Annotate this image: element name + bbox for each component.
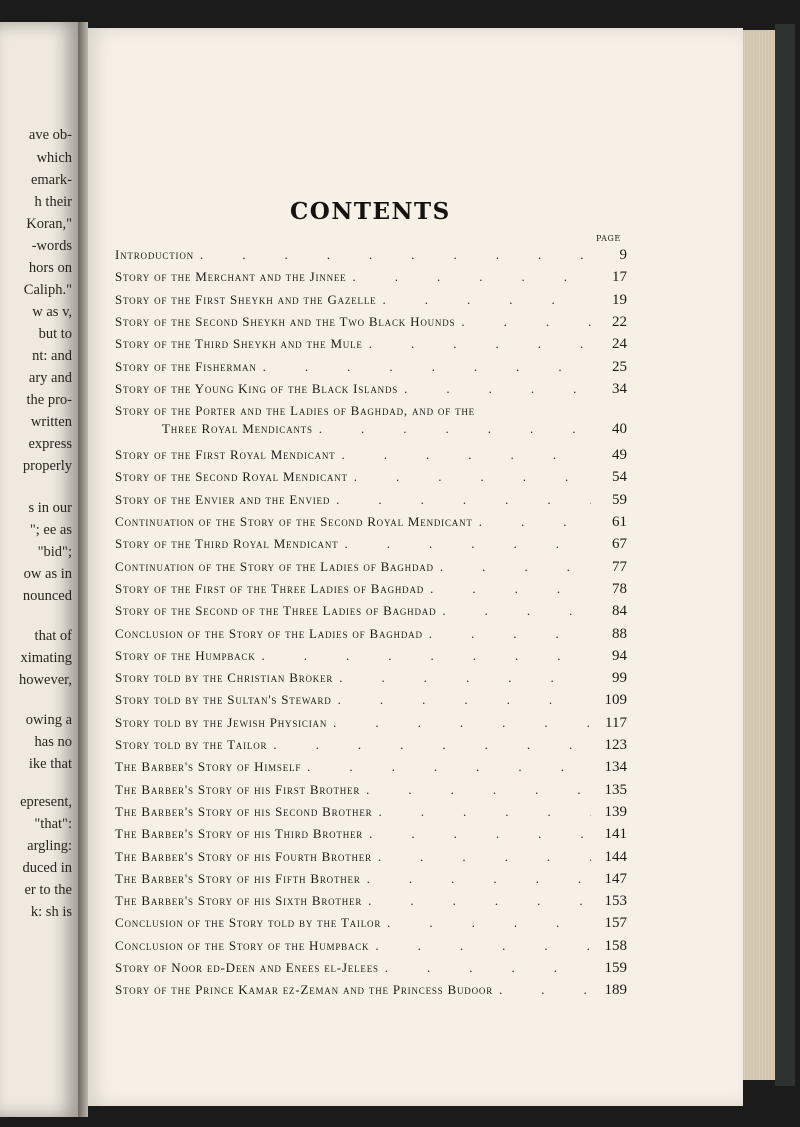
- toc-entry-title: Story of the First Royal Mendicant: [115, 447, 336, 463]
- book-cover-edge: [775, 24, 795, 1086]
- leader-dots: [368, 893, 591, 909]
- facing-page-text-line: ary and: [28, 370, 72, 386]
- facing-page-text-line: duced in: [22, 860, 72, 876]
- facing-page-text-line: s in our: [28, 500, 72, 516]
- toc-page-number: 99: [612, 670, 627, 687]
- leader-dots: [366, 782, 591, 798]
- leader-dots: [344, 536, 591, 552]
- facing-page-text-line: the pro-: [26, 392, 72, 408]
- leader-dots: [354, 469, 591, 485]
- toc-entry-title: Story of the Envier and the Envied: [115, 491, 331, 507]
- toc-page-number: 67: [612, 536, 627, 553]
- leader-dots: [429, 626, 591, 642]
- toc-entry: [115, 982, 627, 1004]
- toc-page-number: 139: [604, 803, 627, 820]
- facing-page-text-line: nounced: [22, 588, 72, 604]
- toc-page-number: 61: [612, 514, 627, 530]
- toc-entry: [115, 247, 627, 269]
- facing-page-text-line: express: [28, 436, 72, 452]
- toc-entry: [115, 292, 627, 314]
- toc-entry-title: Story told by the Sultan's Steward: [115, 692, 332, 708]
- facing-page-text-line: Koran,": [26, 216, 72, 232]
- toc-page-number: 141: [604, 826, 627, 843]
- toc-page-number: 134: [604, 759, 627, 776]
- facing-page-text-line: but to: [38, 326, 72, 342]
- facing-page-text-line: "that":: [34, 816, 72, 832]
- toc-entry-title: Story told by the Tailor: [115, 737, 268, 752]
- toc-entry-title: Story of the Humpback: [115, 647, 256, 663]
- facing-page-text-line: hors on: [28, 260, 72, 276]
- toc-entry: [115, 893, 627, 915]
- leader-dots: [430, 581, 591, 597]
- toc-entry-title: Story of the Merchant and the Jinnee: [115, 269, 347, 285]
- toc-entry-title: Conclusion of the Story of the Humpback: [115, 937, 370, 953]
- toc-page-number: 147: [604, 870, 627, 887]
- leader-dots: [319, 421, 591, 437]
- leader-dots: [382, 292, 591, 308]
- toc-entry-title: Story of the Second Royal Mendicant: [115, 469, 348, 485]
- book-gutter: [78, 22, 88, 1117]
- leader-dots: [385, 960, 591, 976]
- facing-page-text-line: emark-: [30, 172, 72, 188]
- toc-page-number: 17: [612, 269, 627, 286]
- toc-entry-title: Story of Noor ed-Deen and Enees el-Jelees: [115, 960, 379, 975]
- toc-entry: [115, 336, 627, 358]
- toc-page-number: 159: [604, 960, 627, 976]
- toc-entry: [115, 648, 627, 670]
- toc-entry: [115, 670, 627, 692]
- toc-entry-title: Conclusion of the Story told by the Tailor: [115, 915, 382, 931]
- leader-dots: [336, 492, 591, 508]
- toc-page-number: 189: [604, 982, 627, 999]
- toc-entry: [115, 381, 627, 403]
- leader-dots: [273, 737, 591, 753]
- facing-page-text-line: "; ee as: [29, 522, 72, 538]
- facing-page-text-line: which: [36, 150, 72, 166]
- facing-page-text-line: ave ob-: [28, 127, 72, 143]
- toc-entry-title: The Barber's Story of his Fourth Brother: [115, 848, 372, 864]
- leader-dots: [369, 336, 591, 352]
- toc-page-number: 9: [619, 247, 627, 263]
- leader-dots: [352, 269, 591, 285]
- toc-entry-title: Story of the Third Royal Mendicant: [115, 536, 339, 552]
- toc-entry: [115, 871, 627, 893]
- toc-entry-continuation: [162, 421, 627, 443]
- toc-entry: [115, 536, 627, 558]
- facing-page-text-line: that of: [34, 628, 72, 644]
- page-title: CONTENTS: [290, 198, 451, 225]
- toc-page-number: 144: [604, 848, 627, 865]
- toc-entry: [115, 849, 627, 871]
- toc-entry-title: Story of the First Sheykh and the Gazelle: [115, 291, 377, 307]
- toc-page-number: 34: [612, 380, 627, 397]
- facing-page-text-line: "bid";: [37, 544, 72, 560]
- toc-entry: [115, 737, 627, 759]
- toc-page-number: 59: [612, 491, 627, 508]
- toc-entry: [115, 692, 627, 714]
- toc-entry-title: The Barber's Story of his Third Brother: [115, 826, 364, 842]
- toc-entry-title: The Barber's Story of Himself: [115, 759, 302, 775]
- toc-entry-title: Story of the Second Sheykh and the Two Black Hounds: [115, 313, 456, 329]
- toc-entry-title: Story of the Young King of the Black Islands: [115, 380, 399, 396]
- toc-entry-title: Continuation of the Story of the Second Royal Mendicant: [115, 514, 473, 529]
- leader-dots: [378, 849, 591, 865]
- leader-dots: [333, 715, 591, 731]
- toc-page-number: 135: [604, 781, 627, 798]
- leader-dots: [338, 692, 591, 708]
- toc-entry: [115, 626, 627, 648]
- facing-page-text-line: has no: [34, 734, 72, 750]
- toc-entry: [115, 447, 627, 469]
- facing-page-text-line: owing a: [25, 712, 72, 728]
- toc-page-number: 157: [604, 915, 627, 932]
- facing-page-text-line: ow as in: [23, 566, 72, 582]
- toc-page-number: 77: [612, 558, 627, 575]
- toc-page-number: 54: [612, 469, 627, 486]
- leader-dots: [307, 759, 591, 775]
- toc-entry-title: Conclusion of the Story of the Ladies of Baghdad: [115, 625, 423, 641]
- leader-dots: [404, 381, 591, 397]
- toc-page-number: 25: [612, 358, 627, 375]
- toc-entry-title: Story of the Fisherman: [115, 358, 257, 374]
- leader-dots: [339, 670, 591, 686]
- leader-dots: [367, 871, 591, 887]
- toc-entry-title: Story of the Prince Kamar ez-Zeman and the Princess Budoor: [115, 982, 494, 998]
- toc-page-number: 24: [612, 336, 627, 353]
- toc-entry-title: Story of the Second of the Three Ladies of Baghdad: [115, 603, 437, 619]
- toc-entry-title: The Barber's Story of his Second Brother: [115, 803, 373, 819]
- toc-entry-title: The Barber's Story of his First Brother: [115, 781, 361, 797]
- toc-page-number: 49: [612, 447, 627, 464]
- facing-page-text-line: written: [30, 414, 72, 430]
- toc-entry: [115, 759, 627, 781]
- toc-entry-title: Story told by the Jewish Physician: [115, 714, 328, 730]
- toc-entry: [115, 804, 627, 826]
- toc-entry: [115, 938, 627, 960]
- toc-entry-title: Story of the Porter and the Ladies of Baghdad, and of the: [115, 403, 475, 419]
- leader-dots: [375, 938, 591, 954]
- toc-page-number: 40: [612, 421, 627, 438]
- toc-page-number: 123: [604, 737, 627, 753]
- toc-page-number: 78: [612, 580, 627, 597]
- toc-page-number: 88: [612, 625, 627, 642]
- leader-dots: [262, 648, 591, 664]
- toc-entry: [115, 715, 627, 737]
- toc-page-number: 117: [605, 714, 627, 731]
- toc-entry: [115, 469, 627, 491]
- toc-page-number: 84: [612, 603, 627, 620]
- toc-entry-title: Story of the First of the Three Ladies of Baghdad: [115, 580, 425, 596]
- toc-entry-title: Introduction: [115, 247, 194, 262]
- facing-page-text-line: epresent,: [20, 794, 72, 810]
- toc-entry: [115, 514, 627, 536]
- leader-dots: [369, 826, 591, 842]
- toc-entry: [115, 269, 627, 291]
- leader-dots: [442, 603, 591, 619]
- toc-entry: [115, 782, 627, 804]
- facing-page-text-line: w as v,: [32, 304, 72, 320]
- facing-page: [0, 22, 78, 1117]
- leader-dots: [387, 915, 591, 931]
- toc-entry: [115, 314, 627, 336]
- toc-entry-title: Story told by the Christian Broker: [115, 670, 334, 686]
- leader-dots: [479, 514, 591, 530]
- toc-entry: [115, 559, 627, 581]
- facing-page-text-line: nt: and: [32, 348, 72, 364]
- leader-dots: [499, 982, 591, 998]
- facing-page-text-line: k: sh is: [30, 904, 72, 920]
- page-column-label: PAGE: [596, 234, 621, 243]
- toc-entry: [115, 492, 627, 514]
- leader-dots: [378, 804, 591, 820]
- facing-page-text-line: properly: [22, 458, 72, 474]
- toc-entry-title: Story of the Third Sheykh and the Mule: [115, 336, 363, 352]
- toc-entry: [115, 826, 627, 848]
- toc-page-number: 94: [612, 647, 627, 664]
- leader-dots: [461, 314, 591, 330]
- leader-dots: [200, 247, 591, 263]
- toc-entry: [115, 603, 627, 625]
- facing-page-text-line: Caliph.": [23, 282, 72, 298]
- toc-entry-title: The Barber's Story of his Sixth Brother: [115, 893, 363, 909]
- toc-page-number: 22: [612, 313, 627, 330]
- toc-page-number: 158: [604, 937, 627, 954]
- leader-dots: [440, 559, 591, 575]
- facing-page-text-line: er to the: [24, 882, 72, 898]
- toc-page-number: 19: [612, 291, 627, 308]
- toc-entry: [115, 915, 627, 937]
- toc-page-number: 109: [604, 692, 627, 709]
- toc-entry: [115, 960, 627, 982]
- toc-entry-title: Continuation of the Story of the Ladies of Baghdad: [115, 558, 434, 574]
- facing-page-text-line: argling:: [27, 838, 72, 854]
- toc-page-number: 153: [604, 893, 627, 910]
- page-edges: [743, 30, 777, 1080]
- facing-page-text-line: ike that: [28, 756, 72, 772]
- toc-entry: [115, 359, 627, 381]
- toc-entry: [115, 581, 627, 603]
- toc-entry-continuation-text: Three Royal Mendicants: [162, 421, 313, 437]
- leader-dots: [263, 359, 591, 375]
- facing-page-text-line: h their: [34, 194, 72, 210]
- toc-entry-title: The Barber's Story of his Fifth Brother: [115, 870, 361, 886]
- facing-page-text-line: -words: [31, 238, 72, 254]
- leader-dots: [341, 447, 591, 463]
- facing-page-text-line: however,: [19, 672, 72, 688]
- facing-page-text-line: ximating: [20, 650, 72, 666]
